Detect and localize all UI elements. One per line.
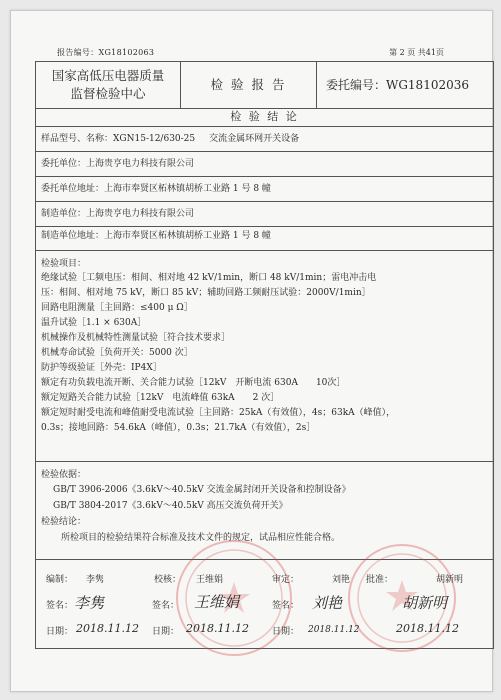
report-type: 检 验 报 告 bbox=[181, 62, 317, 108]
test-item-line: 压：相间、相对地 75 kV，断口 85 kV；辅助回路工频耐压试验：2000V/1min］ bbox=[41, 288, 371, 298]
approve-date: 2018.11.12 bbox=[396, 622, 459, 635]
test-item-line: 绝缘试验［工频电压：相间、相对地 42 kV/1min，断口 48 kV/1min；雷电冲击电 bbox=[41, 273, 377, 283]
title-row bbox=[36, 62, 493, 109]
date-label: 日期： bbox=[152, 627, 180, 637]
approve-signature: 胡新明 bbox=[402, 594, 448, 612]
test-item-line: 机械寿命试验［负荷开关：5000 次］ bbox=[41, 348, 193, 358]
signature-block bbox=[36, 560, 493, 648]
sample-model: XGN15-12/630-25 bbox=[113, 134, 196, 144]
compile-name: 李隽 bbox=[86, 575, 105, 585]
review-name: 刘艳 bbox=[332, 575, 351, 585]
maker-label: 制造单位： bbox=[41, 209, 87, 219]
check-signature: 王维娟 bbox=[194, 593, 240, 611]
date-label: 日期： bbox=[46, 627, 74, 637]
check-name: 王维娟 bbox=[196, 575, 224, 585]
client-address-row bbox=[36, 177, 493, 202]
maker-value: 上海贵亨电力科技有限公司 bbox=[86, 209, 195, 219]
report-table bbox=[35, 61, 494, 649]
client-number: 委托编号：WG18102036 bbox=[326, 78, 469, 92]
conclusion-text: 所检项目的检验结果符合标准及技术文件的规定，试品相应性能合格。 bbox=[61, 533, 341, 543]
report-number: 报告编号：XG18102063 bbox=[57, 48, 155, 57]
compile-label: 编制： bbox=[46, 575, 74, 585]
test-items bbox=[36, 227, 493, 462]
maker-address-value: 上海市奉贤区柘林镇胡桥工业路 1 号 8 幢 bbox=[104, 231, 271, 241]
review-label: 审定： bbox=[272, 575, 300, 585]
report-page bbox=[11, 11, 492, 691]
approve-label: 批准： bbox=[366, 575, 394, 585]
client-row bbox=[36, 152, 493, 177]
check-label: 校核： bbox=[154, 575, 182, 585]
test-item-line: 温升试验［1.1 × 630A］ bbox=[41, 318, 147, 328]
compile-date: 2018.11.12 bbox=[76, 622, 139, 635]
check-date: 2018.11.12 bbox=[186, 622, 249, 635]
institute-line-1: 国家高低压电器质量 bbox=[51, 68, 165, 83]
document-frame bbox=[10, 10, 493, 692]
sample-name: 交流金属环网开关设备 bbox=[209, 134, 300, 144]
client-address-label: 委托单位地址： bbox=[41, 184, 105, 194]
maker-address-row bbox=[41, 225, 493, 247]
review-signature: 刘艳 bbox=[312, 594, 343, 612]
conclusion-title: 检 验 结 论 bbox=[36, 108, 493, 127]
institute-name bbox=[36, 62, 181, 108]
test-item-line: 额定短路关合能力试验［12kV 电流峰值 63kA 2 次］ bbox=[41, 393, 280, 403]
client-value: 上海贵亨电力科技有限公司 bbox=[86, 159, 195, 169]
standard-1: GB/T 3906-2006《3.6kV～40.5kV 交流金属封闭开关设备和控制设备》 bbox=[53, 485, 351, 495]
maker-row bbox=[36, 202, 493, 227]
test-item-line: 防护等级验证［外壳：IP4X］ bbox=[41, 363, 162, 373]
standard-2: GB/T 3804-2017《3.6kV～40.5kV 高压交流负荷开关》 bbox=[53, 501, 288, 511]
divider bbox=[36, 250, 493, 251]
maker-address-label: 制造单位地址： bbox=[41, 231, 105, 241]
sign-label: 签名： bbox=[272, 601, 300, 611]
basis-heading: 检验依据： bbox=[41, 470, 87, 480]
institute-line-2: 监督检验中心 bbox=[70, 86, 146, 101]
test-item-line: 机械操作及机械特性测量试验［符合技术要求］ bbox=[41, 333, 231, 343]
sign-label: 签名： bbox=[46, 601, 74, 611]
sample-label: 样品型号、名称： bbox=[41, 134, 114, 144]
sample-row bbox=[36, 127, 493, 152]
test-item-line: 回路电阻测量［主回路：≤400 μ Ω］ bbox=[41, 303, 193, 313]
review-date: 2018.11.12 bbox=[308, 625, 360, 635]
client-address-value: 上海市奉贤区柘林镇胡桥工业路 1 号 8 幢 bbox=[104, 184, 271, 194]
client-label: 委托单位： bbox=[41, 159, 87, 169]
approve-name: 胡新明 bbox=[436, 575, 464, 585]
date-label: 日期： bbox=[272, 627, 300, 637]
test-item-line: 额定有功负载电流开断、关合能力试验［12kV 开断电流 630A 10次］ bbox=[41, 378, 346, 388]
page-info: 第 2 页 共41页 bbox=[389, 48, 444, 57]
conclusion-heading: 检验结论： bbox=[41, 517, 87, 527]
sign-label: 签名： bbox=[152, 601, 180, 611]
test-item-line: 0.3s；接地回路：54.6kA（峰值），0.3s；21.7kA（有效值），2s］ bbox=[41, 423, 316, 433]
test-item-line: 额定短时耐受电流和峰值耐受电流试验［主回路：25kA（有效值），4s；63kA（峰值）， bbox=[41, 408, 396, 418]
compile-signature: 李隽 bbox=[74, 594, 105, 612]
test-items-heading: 检验项目： bbox=[41, 259, 87, 269]
